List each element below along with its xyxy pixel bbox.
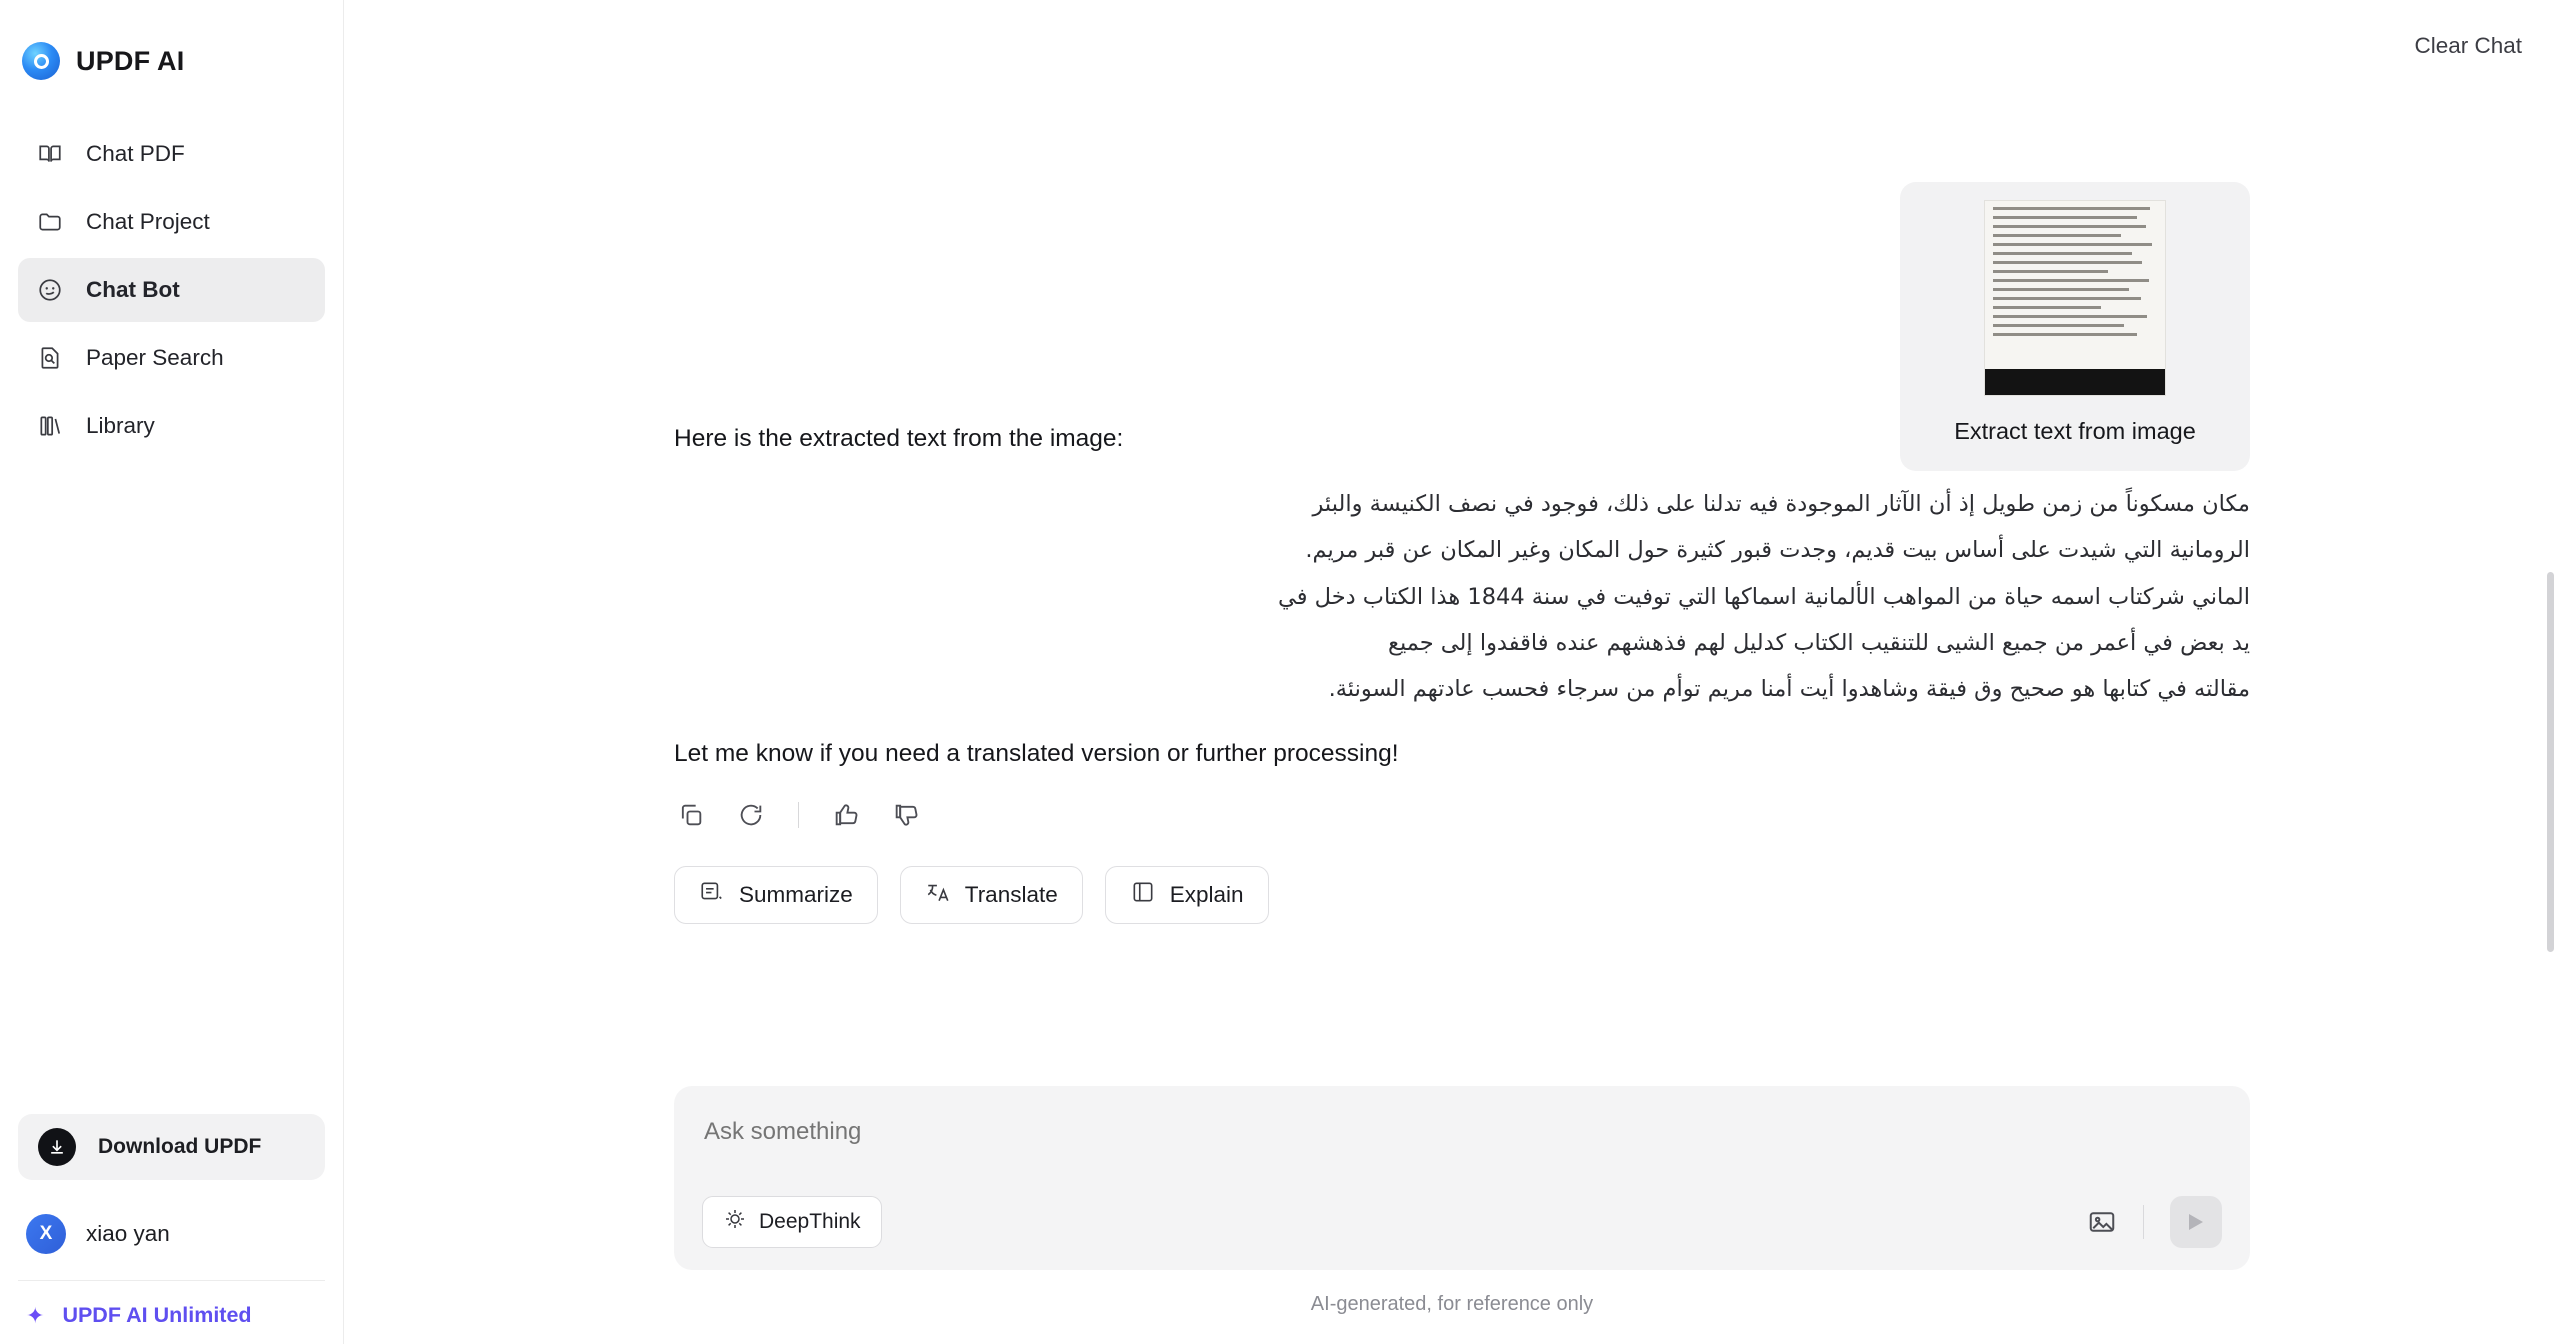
chip-label: Summarize <box>739 881 853 907</box>
send-button[interactable] <box>2170 1196 2222 1248</box>
image-upload-icon[interactable] <box>2087 1207 2117 1237</box>
chip-label: Explain <box>1169 881 1244 907</box>
translate-button[interactable] <box>900 866 1083 924</box>
attachment-thumbnail[interactable] <box>1984 200 2166 396</box>
suggestion-chips <box>674 866 2250 924</box>
arabic-line: الماني شركتاب اسمه حياة من المواهب الألمانية اسماكها التي توفيت في سنة 1844 هذا الكتاب دخل في <box>1278 583 2250 610</box>
conversation-scrollbar[interactable] <box>2547 572 2554 952</box>
copy-icon[interactable] <box>674 798 708 832</box>
user-account-row[interactable] <box>18 1206 325 1281</box>
sidebar-item-chat-bot[interactable] <box>18 258 325 322</box>
main-panel <box>344 0 2560 1344</box>
sidebar-item-label: Chat PDF <box>86 141 185 166</box>
extracted-arabic-text <box>674 481 2250 713</box>
thumbs-up-icon[interactable] <box>829 798 863 832</box>
ai-disclaimer: AI-generated, for reference only <box>1310 1293 1594 1315</box>
assistant-intro: Here is the extracted text from the image: <box>674 425 1124 452</box>
brand-name: UPDF AI <box>76 45 185 76</box>
updf-logo-icon <box>22 42 60 80</box>
deepthink-label: DeepThink <box>759 1210 861 1233</box>
topbar <box>344 0 2560 92</box>
library-icon <box>36 412 64 440</box>
sparkle-icon: ✦ <box>26 1302 45 1328</box>
user-message-text: Extract text from image <box>1954 418 2196 444</box>
user-name: xiao yan <box>86 1221 170 1246</box>
composer-toolbar <box>702 1196 2222 1248</box>
sidebar <box>0 0 344 1344</box>
bot-face-icon <box>36 276 64 304</box>
divider <box>2143 1205 2144 1239</box>
arabic-line: مكان مسكوناً من زمن طويل إذ أن الآثار الموجودة فيه تدلنا على ذلك، فوجود في نصف الكنيسة والبئر <box>1312 491 2250 518</box>
paper-search-icon <box>36 344 64 372</box>
thumbnail-footer-bar <box>1985 369 2165 395</box>
sidebar-item-label: Library <box>86 413 155 438</box>
composer-wrapper <box>674 1086 2250 1270</box>
summarize-icon <box>699 879 725 911</box>
chat-input[interactable] <box>702 1112 2222 1146</box>
folder-icon <box>36 208 64 236</box>
composer <box>674 1086 2250 1270</box>
book-open-icon <box>36 140 64 168</box>
brand <box>0 0 343 92</box>
composer-right-controls <box>2087 1196 2222 1248</box>
sidebar-nav <box>0 122 343 458</box>
download-icon <box>38 1128 76 1166</box>
download-updf-label: Download UPDF <box>98 1135 262 1158</box>
assistant-closing: Let me know if you need a translated version or further processing! <box>674 739 1399 767</box>
translate-icon <box>925 879 951 911</box>
arabic-line: الرومانية التي شيدت على أساس بيت قديم، وجدت قبور كثيرة حول المكان وغير المكان عن قبر مريم. <box>1305 537 2250 564</box>
download-updf-button[interactable] <box>18 1114 325 1180</box>
handwriting-lines <box>1993 207 2157 361</box>
arabic-line: مقالته في كتابها هو صحيح وق فيقة وشاهدوا أيت أمنا مريم توأم من سرجاء فحسب عادتهم السونئة. <box>1328 676 2250 703</box>
sidebar-item-chat-pdf[interactable] <box>18 122 325 186</box>
avatar: X <box>26 1214 66 1254</box>
deepthink-icon <box>723 1207 747 1237</box>
sidebar-item-label: Chat Bot <box>86 277 180 302</box>
sidebar-item-label: Chat Project <box>86 209 210 234</box>
summarize-button[interactable] <box>674 866 878 924</box>
explain-icon <box>1130 879 1156 911</box>
sidebar-item-label: Paper Search <box>86 345 224 370</box>
thumbs-down-icon[interactable] <box>889 798 923 832</box>
sidebar-item-library[interactable] <box>18 394 325 458</box>
deepthink-toggle[interactable] <box>702 1196 882 1248</box>
sidebar-item-paper-search[interactable] <box>18 326 325 390</box>
assistant-message <box>674 422 2250 924</box>
sidebar-item-chat-project[interactable] <box>18 190 325 254</box>
clear-chat-button[interactable]: Clear Chat <box>2414 33 2522 58</box>
message-actions <box>674 798 2250 832</box>
chip-label: Translate <box>964 881 1058 907</box>
regenerate-icon[interactable] <box>734 798 768 832</box>
arabic-line: يد بعض في أعمر من جميع الشيى للتنقيب الكتاب كدليل لهم فذهشهم عنده فاقفدوا إلى جميع <box>1387 630 2250 657</box>
updf-ai-unlimited-link[interactable] <box>18 1281 325 1338</box>
divider <box>798 802 799 828</box>
sidebar-bottom <box>0 1114 343 1344</box>
updf-ai-unlimited-label: UPDF AI Unlimited <box>62 1303 252 1327</box>
explain-button[interactable] <box>1105 866 1269 924</box>
